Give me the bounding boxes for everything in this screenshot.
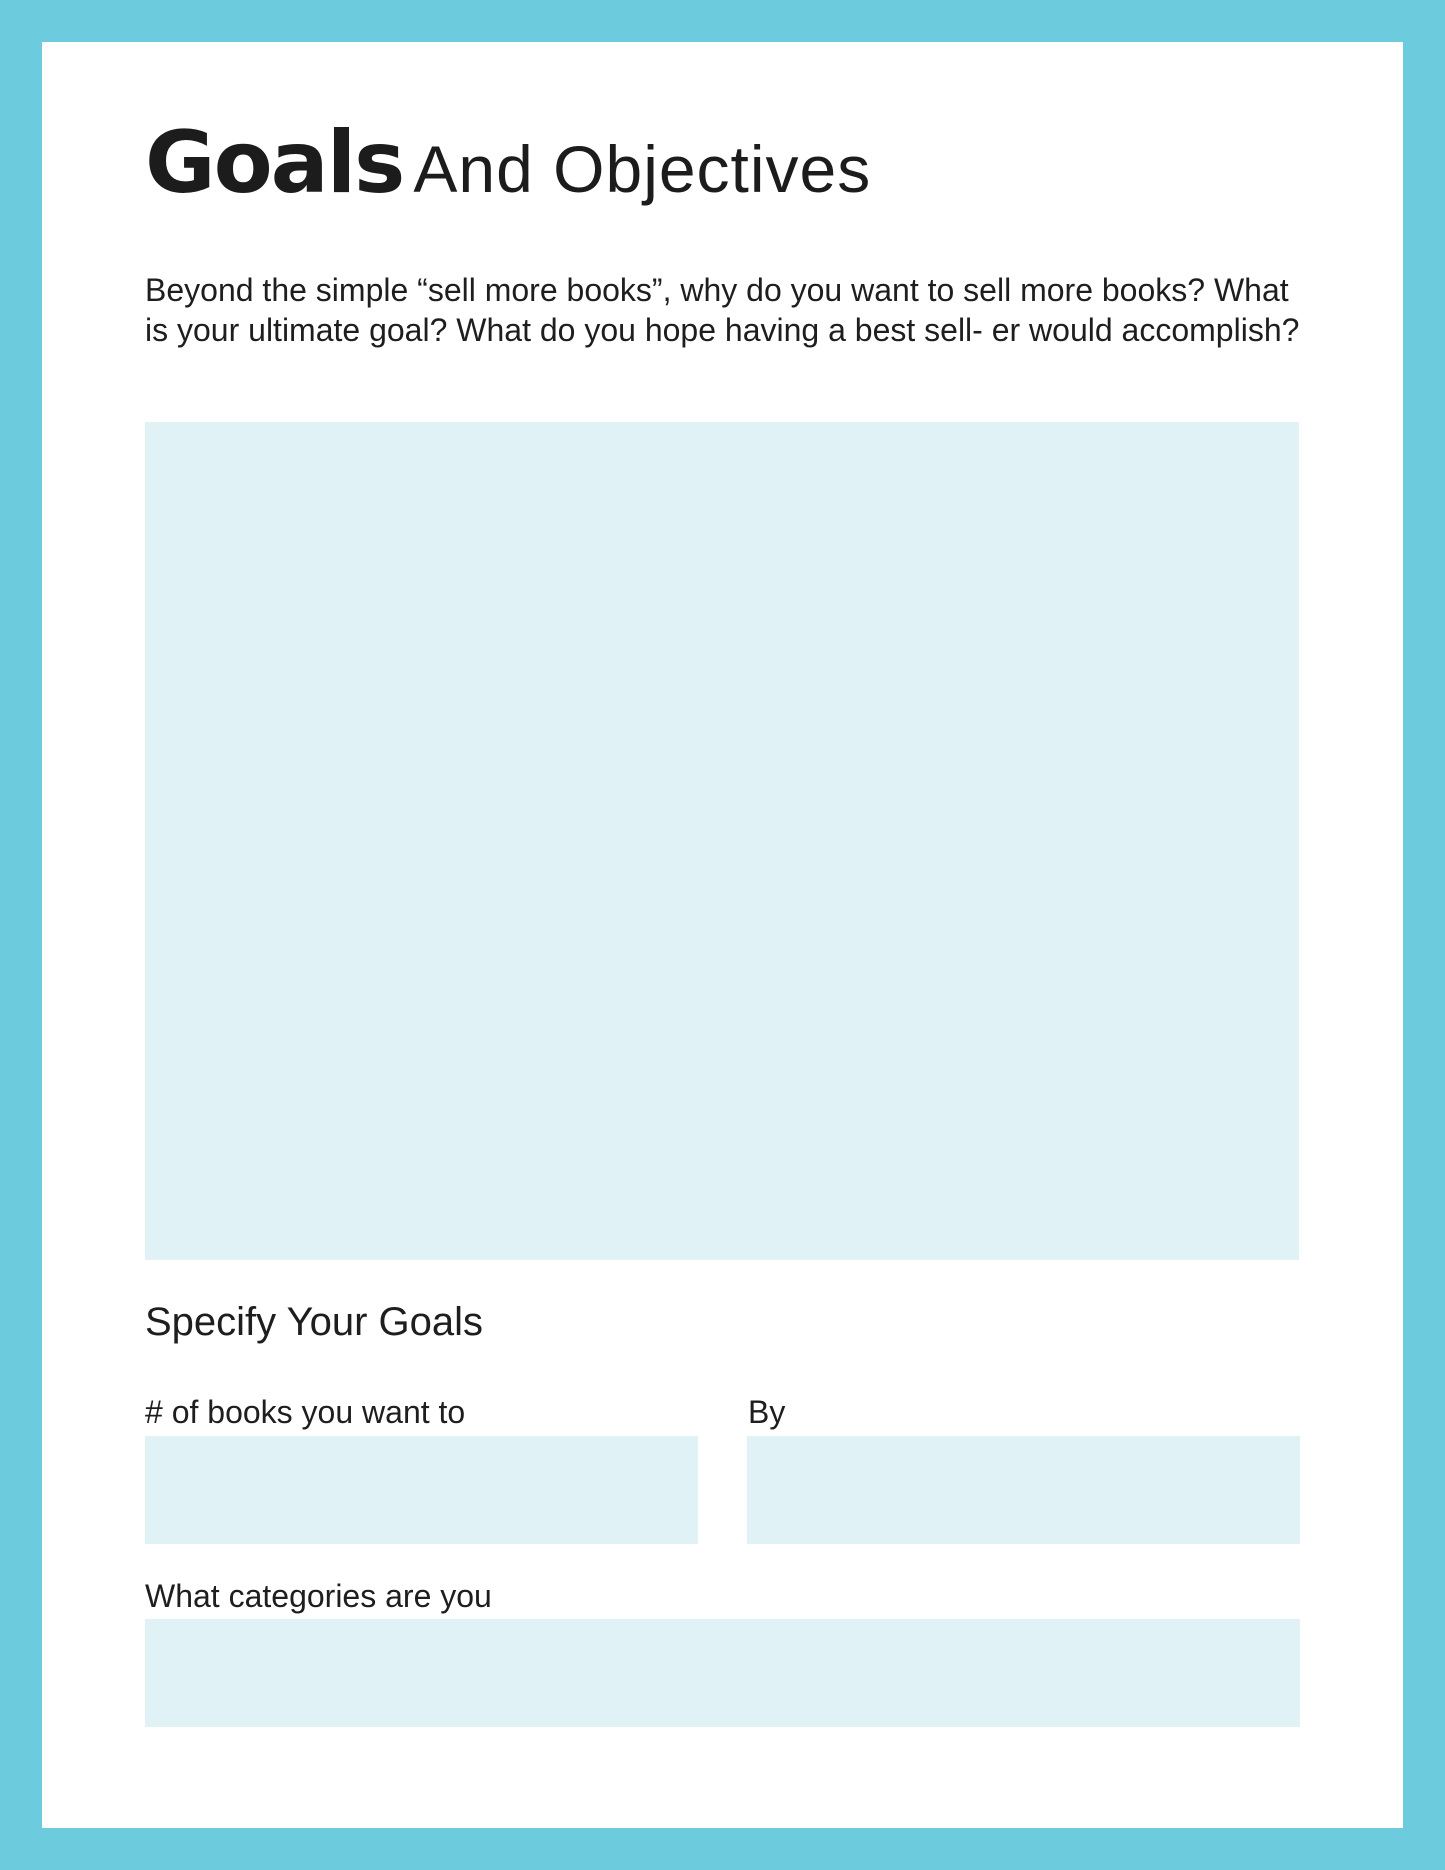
section-title: Specify Your Goals: [145, 1300, 483, 1344]
books-input[interactable]: [145, 1436, 698, 1544]
page-title: [145, 113, 872, 213]
goal-answer-box[interactable]: [145, 422, 1299, 1260]
worksheet-page: [42, 42, 1403, 1828]
by-date-input[interactable]: [747, 1436, 1300, 1544]
by-label: By: [748, 1394, 786, 1430]
categories-label: What categories are you: [145, 1578, 492, 1614]
books-label: # of books you want to: [145, 1394, 466, 1430]
intro-prompt: Beyond the simple “sell more books”, why do you want to sell more books? What is your ultimate goal? What do you hope having a best sell- er would accomplish?: [145, 272, 1300, 348]
title-bold: Goals: [145, 113, 404, 213]
categories-input[interactable]: [145, 1619, 1300, 1727]
title-light: And Objectives: [413, 132, 872, 206]
